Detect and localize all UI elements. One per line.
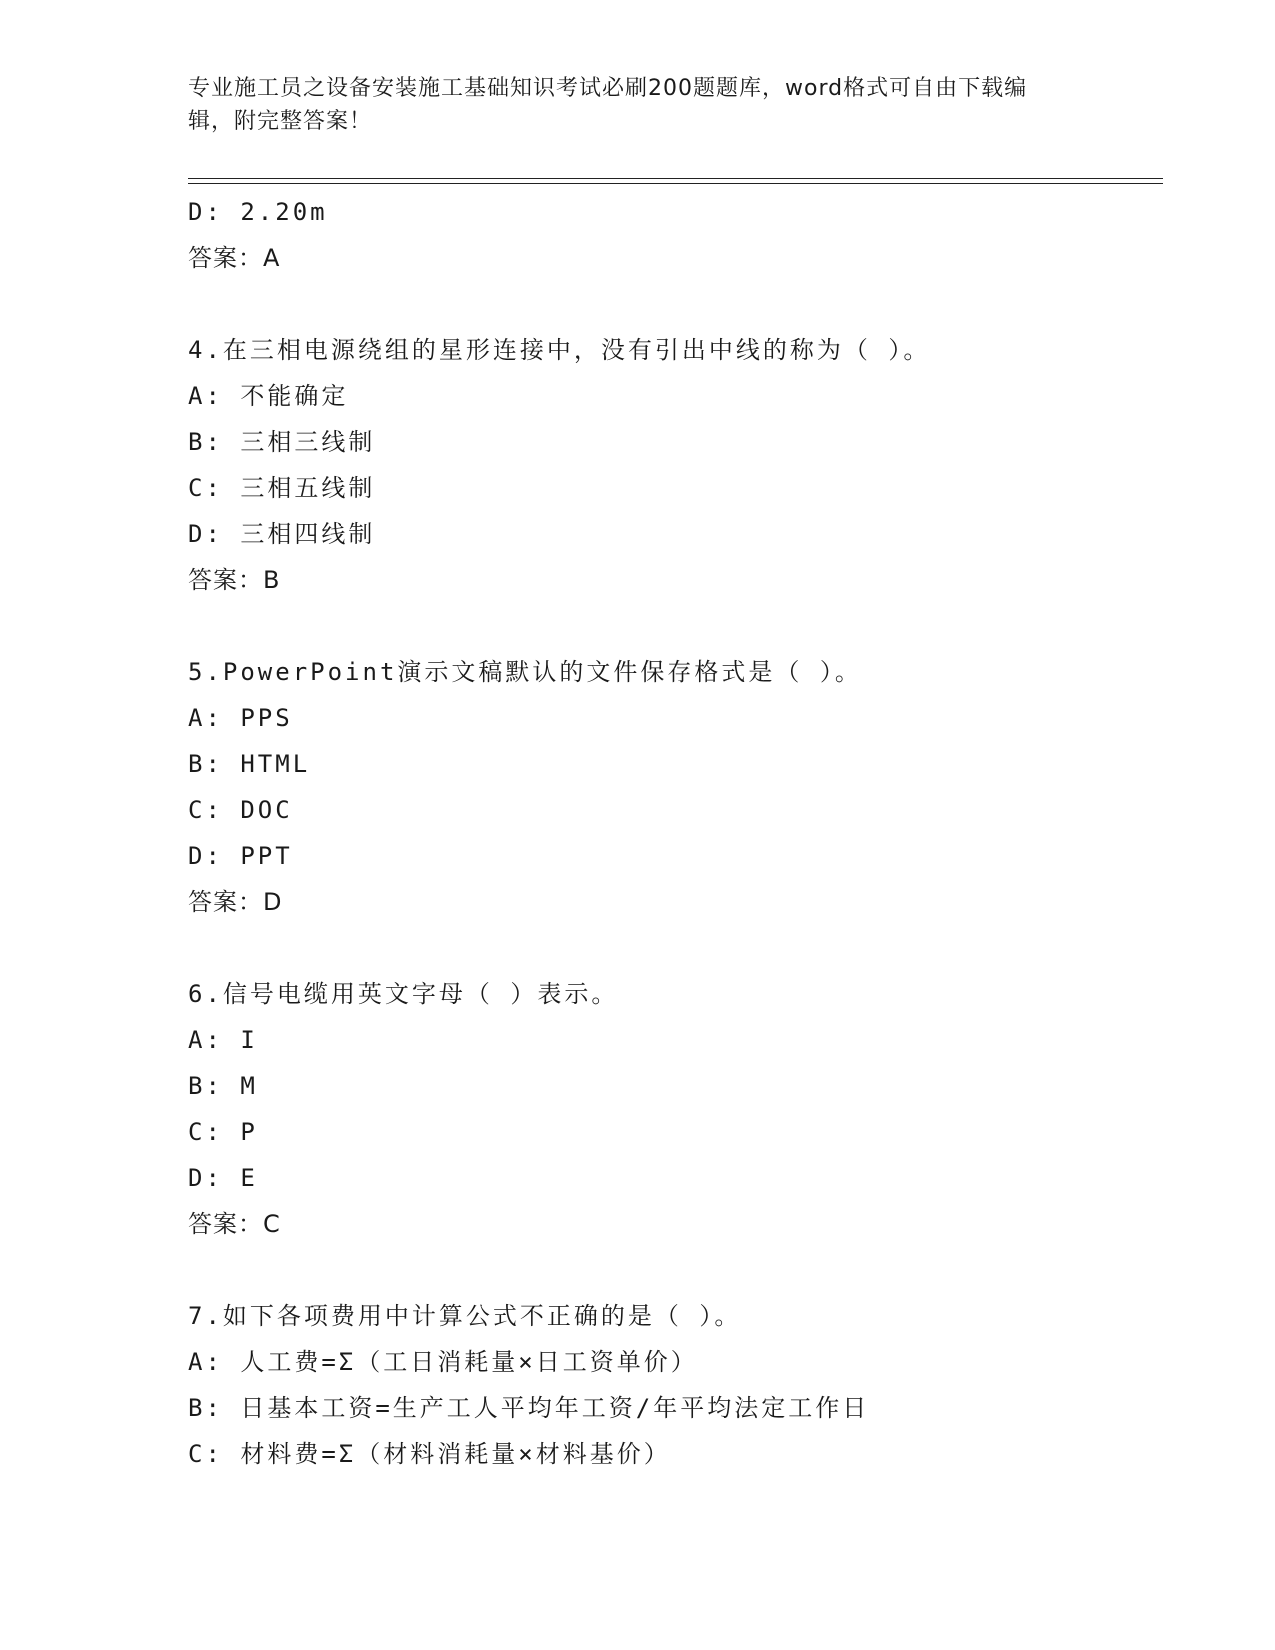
option-c: C: P bbox=[188, 1118, 258, 1146]
document-header bbox=[188, 72, 1068, 138]
option-a: A: 不能确定 bbox=[188, 382, 349, 410]
option-a: A: PPS bbox=[188, 704, 293, 732]
question-block-4 bbox=[188, 327, 1148, 603]
option-b: B: 三相三线制 bbox=[188, 428, 376, 456]
answer-label: 答案：C bbox=[188, 1210, 281, 1238]
question-text: 4.在三相电源绕组的星形连接中，没有引出中线的称为（ ）。 bbox=[188, 336, 931, 364]
option-c: C: DOC bbox=[188, 796, 293, 824]
option-b: B: HTML bbox=[188, 750, 311, 778]
option-b: B: 日基本工资=生产工人平均年工资/年平均法定工作日 bbox=[188, 1394, 870, 1422]
question-block-5 bbox=[188, 649, 1148, 925]
question-text: 7.如下各项费用中计算公式不正确的是（ ）。 bbox=[188, 1302, 742, 1330]
option-a: A: I bbox=[188, 1026, 258, 1054]
option-d: D: PPT bbox=[188, 842, 293, 870]
question-text: 6.信号电缆用英文字母（ ）表示。 bbox=[188, 980, 619, 1008]
option-b: B: M bbox=[188, 1072, 258, 1100]
option-d: D: E bbox=[188, 1164, 258, 1192]
question-block-6 bbox=[188, 971, 1148, 1247]
option-c: C: 材料费=Σ（材料消耗量×材料基价） bbox=[188, 1440, 671, 1468]
option-d: D: 三相四线制 bbox=[188, 520, 376, 548]
option-d: D: 2.20m bbox=[188, 198, 328, 226]
question-text: 5.PowerPoint演示文稿默认的文件保存格式是（ ）。 bbox=[188, 658, 862, 686]
question-block-7 bbox=[188, 1293, 1148, 1477]
question-block-3-tail bbox=[188, 189, 1148, 281]
option-a: A: 人工费=Σ（工日消耗量×日工资单价） bbox=[188, 1348, 698, 1376]
answer-label: 答案：A bbox=[188, 244, 281, 272]
header-divider-bottom bbox=[188, 183, 1163, 184]
answer-label: 答案：D bbox=[188, 888, 283, 916]
question-list bbox=[188, 189, 1148, 1477]
answer-label: 答案：B bbox=[188, 566, 281, 594]
header-divider-top bbox=[188, 178, 1163, 179]
document-title: 专业施工员之设备安装施工基础知识考试必刷200题题库，word格式可自由下载编辑，附完整答案！ bbox=[188, 76, 1028, 134]
option-c: C: 三相五线制 bbox=[188, 474, 376, 502]
